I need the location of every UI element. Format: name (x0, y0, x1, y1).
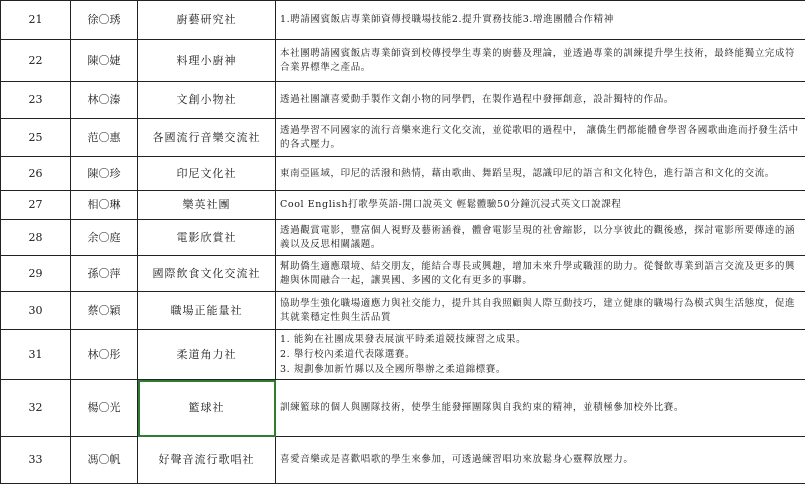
table-row (1, 292, 805, 330)
description-line: 喜愛音樂或是喜歡唱歌的學生來參加，可透過練習唱功來放鬆身心靈釋放壓力。 (280, 454, 634, 465)
row-number[interactable]: 33 (1, 437, 71, 484)
description-line: 3. 規劃參加新竹縣以及全國所舉辦之柔道錦標賽。 (280, 364, 506, 375)
club-description[interactable] (276, 330, 805, 380)
row-number[interactable]: 23 (1, 82, 71, 119)
club-description[interactable] (276, 119, 805, 157)
student-name[interactable]: 馮〇帆 (71, 437, 138, 484)
table-row (1, 437, 805, 484)
description-line: Cool English打歌學英語-開口說英文 輕鬆體驗50分鐘沉浸式英文口說課程 (280, 199, 622, 210)
row-number[interactable]: 27 (1, 191, 71, 220)
table-row (1, 220, 805, 256)
club-name[interactable]: 職場正能量社 (138, 292, 276, 330)
row-number[interactable]: 25 (1, 119, 71, 157)
club-name[interactable]: 柔道角力社 (138, 330, 276, 380)
description-line: 訓練籃球的個人與團隊技術，使學生能發揮團隊與自我約束的精神，並積極參加校外比賽。 (280, 402, 685, 413)
student-name[interactable]: 陳〇珍 (71, 157, 138, 191)
club-name[interactable]: 印尼文化社 (138, 157, 276, 191)
club-name[interactable]: 文創小物社 (138, 82, 276, 119)
description-line: 協助學生強化職場適應力與社交能力，提升其自我照顧與人際互動技巧，建立健康的職場行為模式與生活態度，促進其就業穩定性與生活品質 (280, 297, 796, 323)
student-name[interactable]: 林〇彤 (71, 330, 138, 380)
row-number[interactable]: 21 (1, 1, 71, 40)
student-name[interactable]: 余〇庭 (71, 220, 138, 256)
student-name[interactable]: 楊〇光 (71, 380, 138, 437)
row-number[interactable]: 31 (1, 330, 71, 380)
club-name[interactable]: 料理小廚神 (138, 40, 276, 82)
description-line: 1. 能夠在社團成果發表展演平時柔道競技練習之成果。 (280, 334, 527, 345)
row-number[interactable]: 26 (1, 157, 71, 191)
description-line: 本社團聘請國賓飯店專業師資到校傳授學生專業的廚藝及理論，並透過專業的訓練提升學生技術，最終能獨立完成符合業界標準之產品。 (280, 47, 796, 73)
description-line: 幫助僑生適應環境、結交朋友，能結合專長或興趣，增加未來升學或職涯的助力。從餐飲專業到語言交流及更多的興趣與休閒融合一起，讓異國、多國的文化有更多的事聯。 (280, 260, 796, 286)
club-description[interactable] (276, 256, 805, 292)
club-description[interactable] (276, 1, 805, 40)
club-description[interactable] (276, 191, 805, 220)
student-name[interactable]: 孫〇萍 (71, 256, 138, 292)
description-line: 2. 舉行校內柔道代表隊選賽。 (280, 349, 416, 360)
club-name[interactable]: 電影欣賞社 (138, 220, 276, 256)
description-line: 透過學習不同國家的流行音樂來進行文化交流，並從歌唱的過程中， 讓僑生們都能體會學習各國歌曲進而抒發生活中的各式壓力。 (280, 124, 799, 150)
club-description[interactable] (276, 437, 805, 484)
club-description[interactable] (276, 292, 805, 330)
table-row (1, 330, 805, 380)
club-description[interactable] (276, 380, 805, 437)
table-row (1, 40, 805, 82)
table-row (1, 82, 805, 119)
club-description[interactable] (276, 220, 805, 256)
description-line: 1.聘請國賓飯店專業師資傳授職場技能2.提升實務技能3.增進團體合作精神 (280, 14, 614, 25)
description-line: 透過觀賞電影，豐富個人視野及藝術涵養，體會電影呈現的社會縮影，以分享彼此的觀後感，探討電影所要傳達的涵義以及反思相關議題。 (280, 224, 796, 250)
club-name[interactable]: 好聲音流行歌唱社 (138, 437, 276, 484)
table-row (1, 1, 805, 40)
row-number[interactable]: 22 (1, 40, 71, 82)
table-row (1, 256, 805, 292)
table-row (1, 157, 805, 191)
club-name[interactable]: 廚藝研究社 (138, 1, 276, 40)
table-row (1, 380, 805, 437)
student-name[interactable]: 林〇溱 (71, 82, 138, 119)
club-description[interactable] (276, 40, 805, 82)
club-name[interactable]: 籃球社 (138, 380, 276, 437)
row-number[interactable]: 28 (1, 220, 71, 256)
club-name[interactable]: 國際飲食文化交流社 (138, 256, 276, 292)
club-description[interactable] (276, 157, 805, 191)
club-name[interactable]: 各國流行音樂交流社 (138, 119, 276, 157)
row-number[interactable]: 30 (1, 292, 71, 330)
student-name[interactable]: 蔡〇穎 (71, 292, 138, 330)
student-name[interactable]: 徐〇琇 (71, 1, 138, 40)
club-name[interactable]: 樂英社團 (138, 191, 276, 220)
club-description[interactable] (276, 82, 805, 119)
description-line: 透過社團讓喜愛動手製作文創小物的同學們，在製作過程中發揮創意，設計獨特的作品。 (280, 94, 674, 105)
student-name[interactable]: 范〇惠 (71, 119, 138, 157)
table-row (1, 191, 805, 220)
table-row (1, 119, 805, 157)
description-line: 東南亞區域，印尼的活潑和熱情，藉由歌曲、舞蹈呈現，認識印尼的語言和文化特色，進行語言和文化的交流。 (280, 167, 775, 179)
student-name[interactable]: 相〇琳 (71, 191, 138, 220)
student-name[interactable]: 陳〇婕 (71, 40, 138, 82)
row-number[interactable]: 32 (1, 380, 71, 437)
row-number[interactable]: 29 (1, 256, 71, 292)
